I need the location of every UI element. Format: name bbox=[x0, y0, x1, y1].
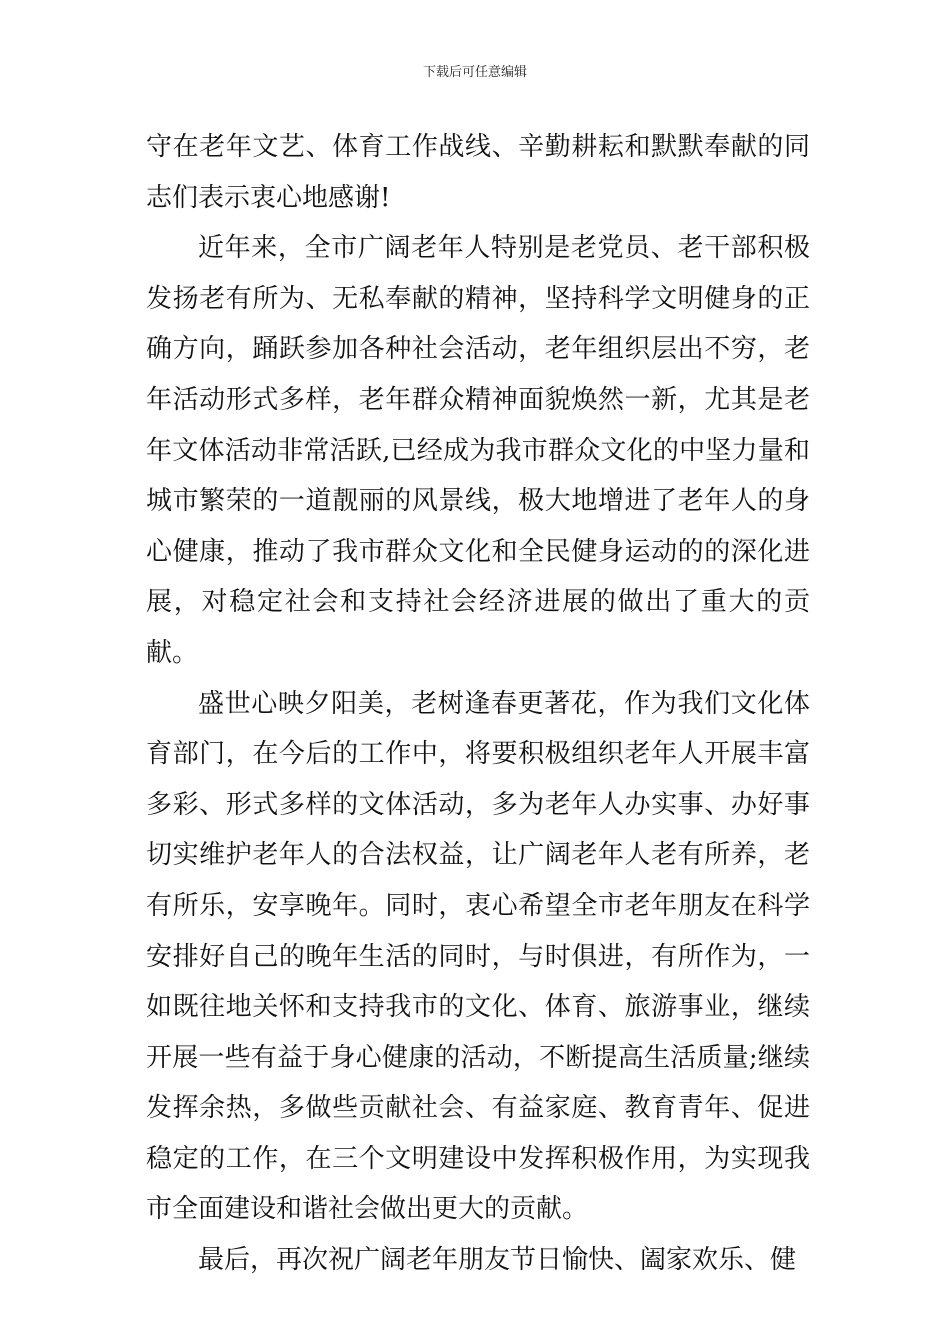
page-header: 下载后可任意编辑 bbox=[422, 65, 527, 80]
paragraph-4: 最后，再次祝广阔老年朋友节日愉快、阖家欢乐、健 bbox=[198, 1245, 797, 1276]
paragraph-2: 近年来，全市广阔老年人特别是老党员、老干部积极发扬老有所为、无私奉献的精神，坚持科学文明健身的正确方向，踊跃参加各种社会活动，老年组织层出不穷，老年活动形式多样，老年群众精神面貌焕然一新，尤其是老年文体活动非常活跃,已经成为我市群众文化的中坚力量和城市繁荣的一道靓丽的风景线，极大地增进了老年人的身心健康，推动了我市群众文化和全民健身运动的的深化进展，对稳定社会和支持社会经济进展的做出了重大的贡献。 bbox=[146, 233, 810, 668]
document-body bbox=[146, 122, 810, 1286]
paragraph-1: 守在老年文艺、体育工作战线、辛勤耕耘和默默奉献的同志们表示衷心地感谢! bbox=[146, 132, 810, 213]
paragraph-3: 盛世心映夕阳美，老树逢春更著花，作为我们文化体育部门，在今后的工作中，将要积极组织老年人开展丰富多彩、形式多样的文体活动，多为老年人办实事、办好事切实维护老年人的合法权益，让广阔老年人老有所养，老有所乐，安享晚年。同时，衷心希望全市老年朋友在科学安排好自己的晚年生活的同时，与时俱进，有所作为，一如既往地关怀和支持我市的文化、体育、旅游事业，继续开展一些有益于身心健康的活动，不断提高生活质量;继续发挥余热，多做些贡献社会、有益家庭、教育青年、促进稳定的工作，在三个文明建设中发挥积极作用，为实现我市全面建设和谐社会做出更大的贡献。 bbox=[146, 688, 810, 1225]
